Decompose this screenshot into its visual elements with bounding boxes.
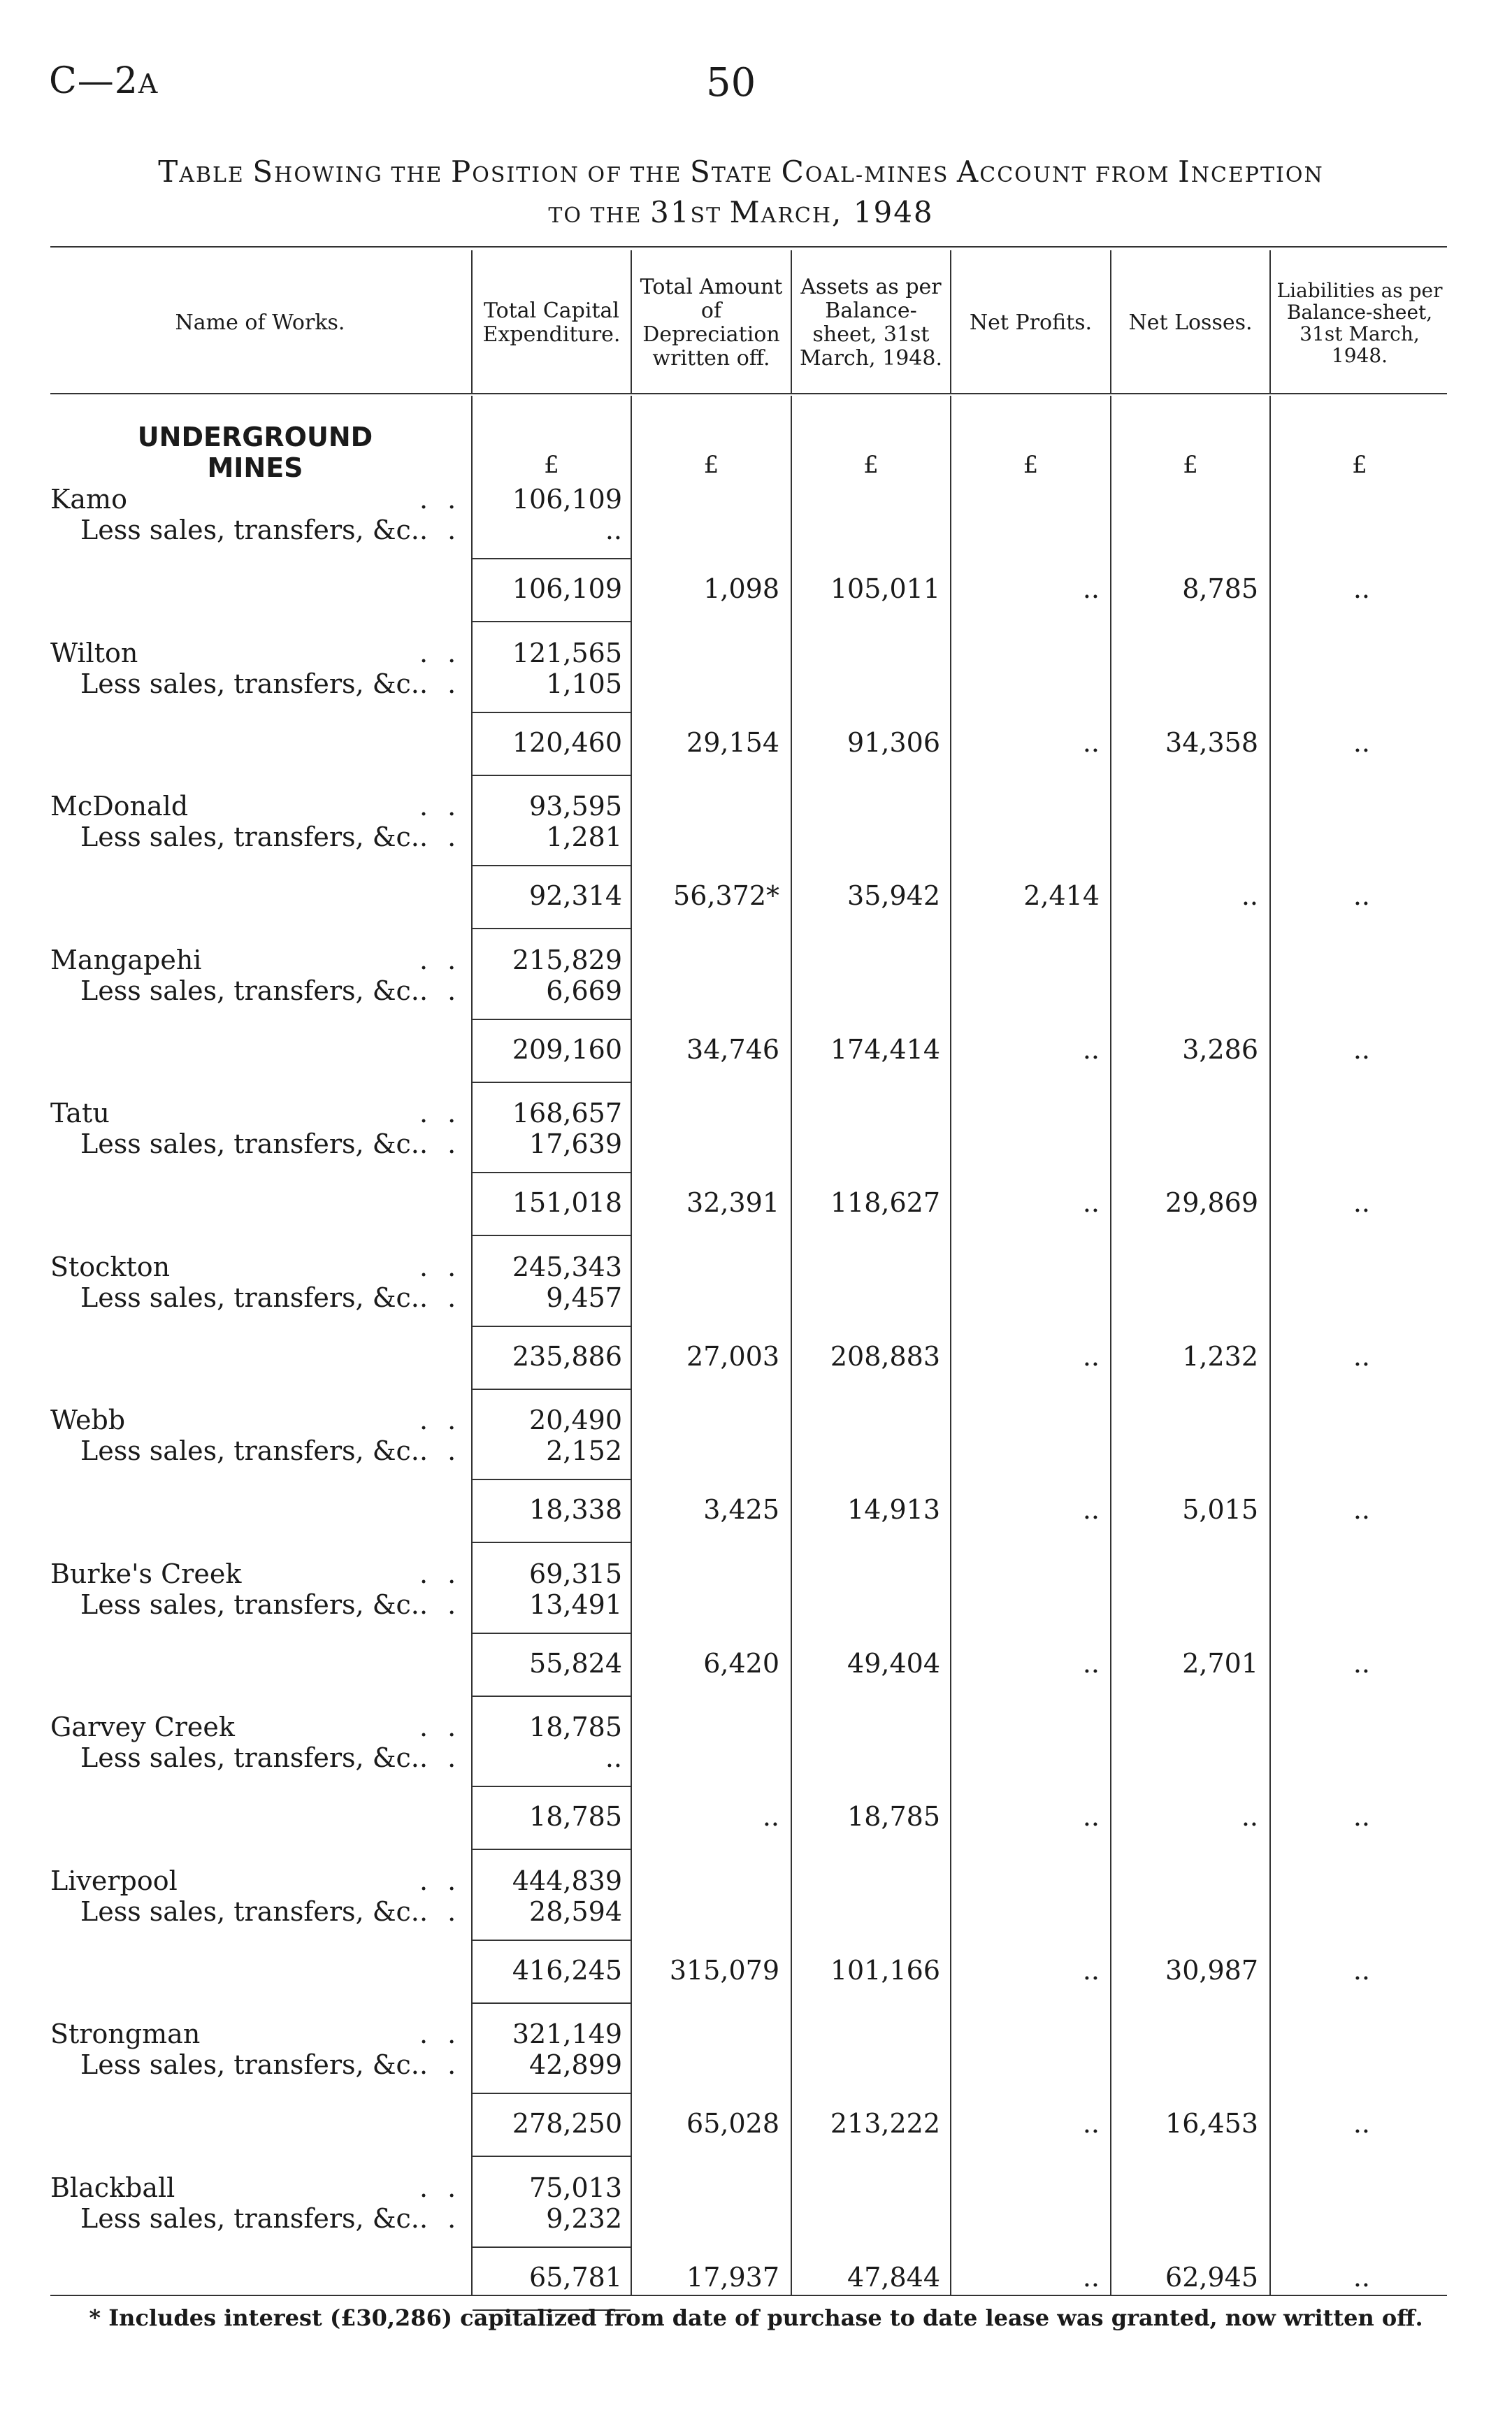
less-sales-value: ..: [605, 515, 622, 545]
leader-dots: . .: [419, 1435, 462, 1466]
net-capital-value: 209,160: [512, 1033, 622, 1065]
currency-symbol: £: [1352, 451, 1367, 479]
gross-capital-value: 245,343: [512, 1251, 622, 1282]
less-sales-value: 1,105: [546, 668, 622, 699]
leader-dots: . .: [419, 975, 462, 1006]
mine-name: Webb: [50, 1405, 126, 1435]
subtotal-rule: [473, 1849, 631, 1850]
subtotal-rule: [473, 1082, 631, 1083]
less-sales-value: 2,152: [546, 1435, 622, 1466]
depreciation-value: 27,003: [686, 1340, 779, 1372]
depreciation-value: 32,391: [686, 1187, 779, 1218]
less-sales-label: Less sales, transfers, &c.: [80, 1282, 419, 1313]
less-sales-label: Less sales, transfers, &c.: [80, 2049, 419, 2080]
less-sales-label: Less sales, transfers, &c.: [80, 1435, 419, 1466]
net-losses-value: 62,945: [1165, 2261, 1258, 2293]
subtotal-rule: [473, 865, 631, 866]
net-profits-value: ..: [1082, 1801, 1100, 1832]
gross-capital-value: 69,315: [529, 1558, 622, 1589]
table-top-rule: [50, 246, 1447, 248]
subtotal-rule: [473, 1786, 631, 1787]
currency-symbol: £: [863, 451, 879, 479]
column-divider: [791, 250, 792, 394]
less-sales-value: 1,281: [546, 822, 622, 852]
liabilities-value: ..: [1353, 573, 1370, 604]
subtotal-rule: [473, 1479, 631, 1480]
liabilities-value: ..: [1353, 2261, 1370, 2293]
column-header-depreciation: Total Amount of Depreciation written off.: [640, 275, 783, 371]
column-divider: [1269, 250, 1271, 394]
net-losses-value: 3,286: [1182, 1033, 1258, 1065]
column-divider: [1110, 396, 1111, 2295]
net-profits-value: ..: [1082, 1340, 1100, 1372]
column-header-name: Name of Works.: [175, 310, 345, 335]
less-sales-value: 28,594: [529, 1896, 622, 1927]
leader-dots: . .: [419, 791, 462, 822]
assets-value: 91,306: [847, 726, 940, 758]
leader-dots: . .: [419, 1589, 462, 1620]
leader-dots: . .: [419, 1742, 462, 1773]
depreciation-value: 6,420: [703, 1647, 779, 1679]
column-divider: [950, 250, 951, 394]
net-profits-value: ..: [1082, 573, 1100, 604]
assets-value: 47,844: [847, 2261, 940, 2293]
assets-value: 49,404: [847, 1647, 940, 1679]
mine-name: Wilton: [50, 637, 138, 668]
currency-symbol: £: [1023, 451, 1039, 479]
leader-dots: . .: [419, 1712, 462, 1742]
leader-dots: . .: [419, 484, 462, 515]
net-profits-value: 2,414: [1023, 880, 1100, 911]
net-profits-value: ..: [1082, 2261, 1100, 2293]
footnote: * Includes interest (£30,286) capitalized from date of purchase to date lease was granted, now written off.: [89, 2305, 1423, 2331]
leader-dots: . .: [419, 1251, 462, 1282]
net-losses-value: 8,785: [1182, 573, 1258, 604]
subtotal-rule: [473, 558, 631, 559]
net-profits-value: ..: [1082, 726, 1100, 758]
mine-name: Strongman: [50, 2019, 201, 2049]
assets-value: 208,883: [830, 1340, 940, 1372]
gross-capital-value: 121,565: [512, 637, 622, 668]
net-profits-value: ..: [1082, 1033, 1100, 1065]
net-losses-value: 2,701: [1182, 1647, 1258, 1679]
depreciation-value: 65,028: [686, 2108, 779, 2139]
liabilities-value: ..: [1353, 1340, 1370, 1372]
less-sales-label: Less sales, transfers, &c.: [80, 1128, 419, 1159]
depreciation-value: 3,425: [703, 1494, 779, 1525]
less-sales-label: Less sales, transfers, &c.: [80, 1589, 419, 1620]
net-capital-value: 18,338: [529, 1494, 622, 1525]
leader-dots: . .: [419, 1098, 462, 1128]
column-header-liabilities: Liabilities as per Balance-sheet, 31st March, 1948.: [1276, 279, 1443, 367]
assets-value: 18,785: [847, 1801, 940, 1832]
less-sales-value: 42,899: [529, 2049, 622, 2080]
less-sales-value: 9,232: [546, 2202, 622, 2234]
subtotal-rule: [473, 928, 631, 929]
column-divider: [1110, 250, 1111, 394]
net-capital-value: 92,314: [529, 880, 622, 911]
depreciation-value: 34,746: [686, 1033, 779, 1065]
mine-name: Garvey Creek: [50, 1712, 235, 1742]
currency-symbol: £: [1183, 451, 1198, 479]
net-profits-value: ..: [1082, 2108, 1100, 2139]
net-losses-value: 16,453: [1165, 2108, 1258, 2139]
leader-dots: . .: [419, 2019, 462, 2049]
liabilities-value: ..: [1353, 2108, 1370, 2139]
assets-value: 213,222: [830, 2108, 940, 2139]
less-sales-value: 9,457: [546, 1282, 622, 1313]
liabilities-value: ..: [1353, 1187, 1370, 1218]
gross-capital-value: 321,149: [512, 2019, 622, 2049]
column-divider: [471, 250, 473, 394]
leader-dots: . .: [419, 1896, 462, 1927]
gross-capital-value: 444,839: [512, 1865, 622, 1896]
less-sales-value: 13,491: [529, 1589, 622, 1620]
net-capital-value: 120,460: [512, 726, 622, 758]
column-divider: [950, 396, 951, 2295]
liabilities-value: ..: [1353, 1801, 1370, 1832]
depreciation-value: 29,154: [686, 726, 779, 758]
net-losses-value: 30,987: [1165, 1954, 1258, 1986]
subtotal-rule: [473, 621, 631, 622]
leader-dots: . .: [419, 1282, 462, 1313]
depreciation-value: ..: [762, 1801, 779, 1832]
less-sales-value: 17,639: [529, 1128, 622, 1159]
depreciation-value: 315,079: [669, 1954, 779, 1986]
less-sales-label: Less sales, transfers, &c.: [80, 1896, 419, 1927]
column-divider: [631, 396, 632, 2295]
subtotal-rule: [473, 1633, 631, 1634]
mine-name: Liverpool: [50, 1865, 178, 1896]
less-sales-label: Less sales, transfers, &c.: [80, 2202, 419, 2234]
section-title: UNDERGROUND MINES: [137, 422, 373, 483]
assets-value: 14,913: [847, 1494, 940, 1525]
table-bottom-rule: [50, 2295, 1447, 2296]
leader-dots: . .: [419, 2172, 462, 2203]
mine-name: Tatu: [50, 1098, 110, 1128]
less-sales-value: 6,669: [546, 975, 622, 1006]
assets-value: 118,627: [830, 1187, 940, 1218]
mine-name: Burke's Creek: [50, 1558, 242, 1589]
subtotal-rule: [473, 1940, 631, 1941]
net-losses-value: 1,232: [1182, 1340, 1258, 1372]
net-capital-value: 18,785: [529, 1801, 622, 1832]
net-losses-value: 5,015: [1182, 1494, 1258, 1525]
net-profits-value: ..: [1082, 1187, 1100, 1218]
leader-dots: . .: [419, 668, 462, 699]
mine-name: McDonald: [50, 791, 189, 822]
column-header-capital: Total Capital Expenditure.: [482, 299, 621, 347]
document-code: C—2A: [49, 60, 159, 102]
less-sales-label: Less sales, transfers, &c.: [80, 822, 419, 852]
subtotal-rule: [473, 2246, 631, 2248]
assets-value: 35,942: [847, 880, 940, 911]
column-divider: [1269, 396, 1271, 2295]
net-losses-value: 29,869: [1165, 1187, 1258, 1218]
liabilities-value: ..: [1353, 726, 1370, 758]
liabilities-value: ..: [1353, 1033, 1370, 1065]
less-sales-label: Less sales, transfers, &c.: [80, 668, 419, 699]
depreciation-value: 1,098: [703, 573, 779, 604]
subtotal-rule: [473, 1172, 631, 1173]
mine-name: Kamo: [50, 484, 127, 515]
net-capital-value: 416,245: [512, 1954, 622, 1986]
subtotal-rule: [473, 712, 631, 713]
gross-capital-value: 18,785: [529, 1712, 622, 1742]
gross-capital-value: 93,595: [529, 791, 622, 822]
mine-name: Stockton: [50, 1251, 171, 1282]
leader-dots: . .: [419, 637, 462, 668]
leader-dots: . .: [419, 1405, 462, 1435]
subtotal-rule: [473, 2002, 631, 2004]
subtotal-rule: [473, 1389, 631, 1390]
liabilities-value: ..: [1353, 880, 1370, 911]
liabilities-value: ..: [1353, 1954, 1370, 1986]
net-losses-value: 34,358: [1165, 726, 1258, 758]
subtotal-rule: [473, 2156, 631, 2157]
column-divider: [631, 250, 632, 394]
net-profits-value: ..: [1082, 1647, 1100, 1679]
subtotal-rule: [473, 775, 631, 776]
less-sales-label: Less sales, transfers, &c.: [80, 515, 419, 545]
net-capital-value: 235,886: [512, 1340, 622, 1372]
subtotal-rule: [473, 1235, 631, 1236]
leader-dots: . .: [419, 1865, 462, 1896]
mine-name: Blackball: [50, 2172, 175, 2203]
leader-dots: . .: [419, 1558, 462, 1589]
table-title-line-2: TO THE 31ST MARCH, 1948: [548, 195, 934, 229]
column-divider: [471, 396, 473, 2295]
net-profits-value: ..: [1082, 1494, 1100, 1525]
net-capital-value: 55,824: [529, 1647, 622, 1679]
gross-capital-value: 75,013: [529, 2172, 622, 2203]
net-capital-value: 106,109: [512, 573, 622, 604]
assets-value: 101,166: [830, 1954, 940, 1986]
leader-dots: . .: [419, 944, 462, 975]
net-profits-value: ..: [1082, 1954, 1100, 1986]
column-header-profits: Net Profits.: [969, 310, 1093, 335]
net-losses-value: ..: [1241, 1801, 1258, 1832]
column-divider: [791, 396, 792, 2295]
liabilities-value: ..: [1353, 1647, 1370, 1679]
leader-dots: . .: [419, 2049, 462, 2080]
gross-capital-value: 106,109: [512, 484, 622, 515]
subtotal-rule: [473, 1019, 631, 1020]
less-sales-label: Less sales, transfers, &c.: [80, 1742, 419, 1773]
leader-dots: . .: [419, 515, 462, 545]
assets-value: 174,414: [830, 1033, 940, 1065]
column-header-assets: Assets as per Balance-sheet, 31st March, 1948.: [799, 275, 943, 371]
leader-dots: . .: [419, 1128, 462, 1159]
assets-value: 105,011: [830, 573, 940, 604]
column-header-losses: Net Losses.: [1128, 310, 1253, 335]
subtotal-rule: [473, 1696, 631, 1697]
currency-symbol: £: [703, 451, 719, 479]
net-capital-value: 151,018: [512, 1187, 622, 1218]
subtotal-rule: [473, 1326, 631, 1327]
subtotal-rule: [473, 1542, 631, 1543]
net-capital-value: 65,781: [529, 2261, 622, 2293]
depreciation-value: 56,372*: [673, 880, 779, 911]
less-sales-label: Less sales, transfers, &c.: [80, 975, 419, 1006]
leader-dots: . .: [419, 2202, 462, 2234]
table-title-line-1: TABLE SHOWING THE POSITION OF THE STATE COAL-MINES ACCOUNT FROM INCEPTION: [158, 155, 1324, 189]
gross-capital-value: 168,657: [512, 1098, 622, 1128]
net-losses-value: ..: [1241, 880, 1258, 911]
mine-name: Mangapehi: [50, 944, 202, 975]
depreciation-value: 17,937: [686, 2261, 779, 2293]
net-capital-value: 278,250: [512, 2108, 622, 2139]
gross-capital-value: 20,490: [529, 1405, 622, 1435]
page-number: 50: [706, 60, 756, 106]
subtotal-rule: [473, 2093, 631, 2094]
less-sales-value: ..: [605, 1742, 622, 1773]
currency-symbol: £: [544, 451, 559, 479]
header-bottom-rule: [50, 393, 1447, 394]
liabilities-value: ..: [1353, 1494, 1370, 1525]
gross-capital-value: 215,829: [512, 944, 622, 975]
leader-dots: . .: [419, 822, 462, 852]
